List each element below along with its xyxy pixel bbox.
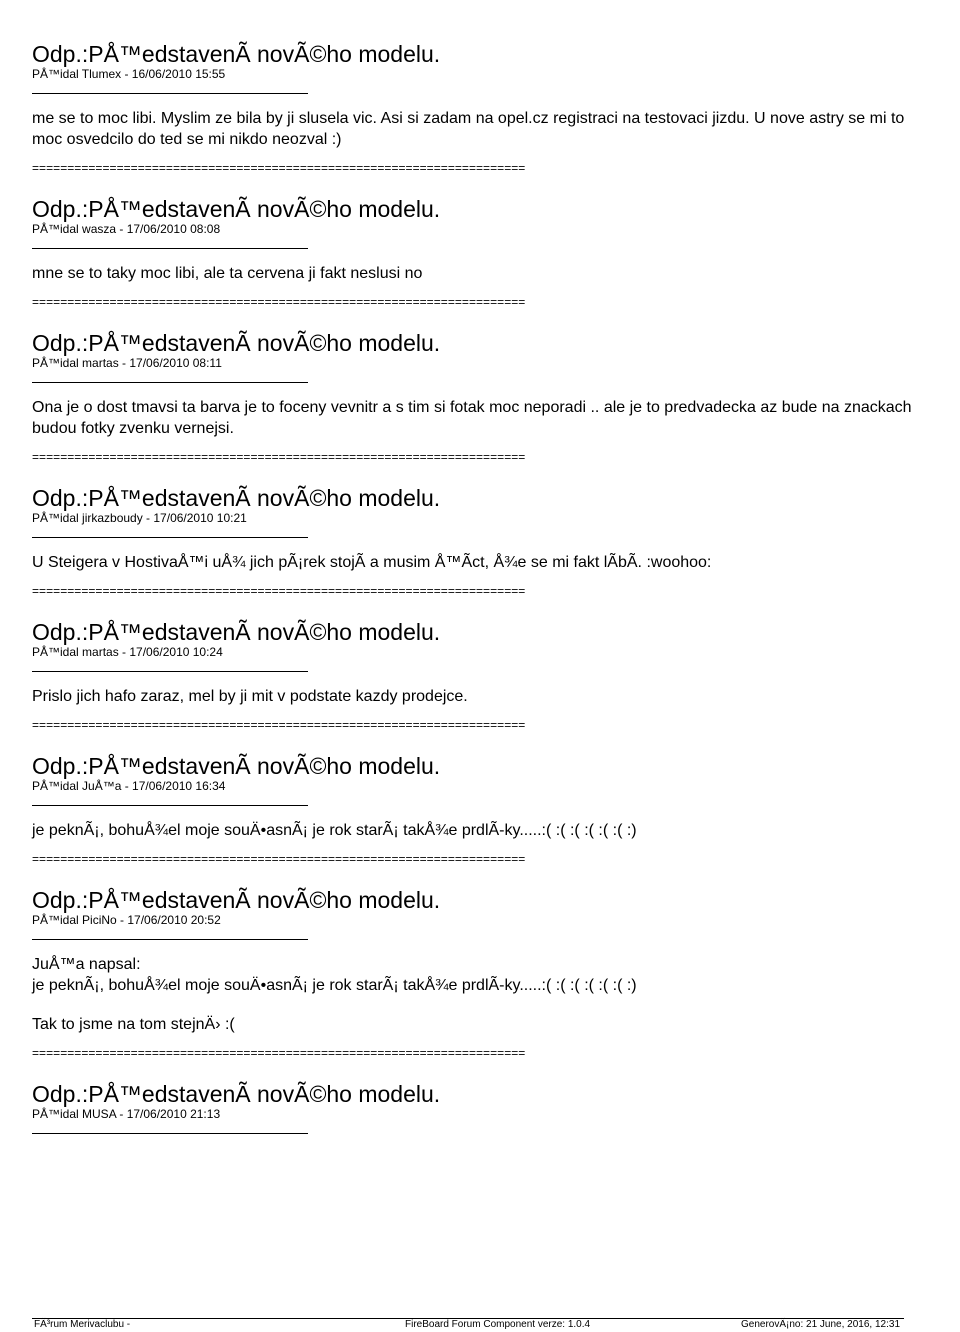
footer-component-version: FireBoard Forum Component verze: 1.0.4 xyxy=(405,1319,591,1330)
footer-site-name: FÃ³rum Merivaclubu - xyxy=(34,1319,131,1330)
post-text: Tak to jsme na tom stejnÄ› :( xyxy=(32,1016,235,1033)
divider xyxy=(32,93,308,94)
post-meta: PÅ™idal PiciNo - 17/06/2010 20:52 xyxy=(32,913,221,927)
post-text: U Steigera v HostivaÅ™i uÅ¾ jich pÃ¡rek stojÃ a musim Å™Ãct, Å¾e se mi fakt lÃbÃ. :woohoo: xyxy=(32,554,712,571)
post xyxy=(32,752,932,866)
post-meta: PÅ™idal MUSA - 17/06/2010 21:13 xyxy=(32,1107,221,1121)
post-separator: ====================================================================== xyxy=(32,1046,526,1060)
post-title: Odp.:PÅ™edstavenÃ novÃ©ho modelu. xyxy=(32,1081,441,1107)
post-title: Odp.:PÅ™edstavenÃ novÃ©ho modelu. xyxy=(32,41,441,67)
post-title: Odp.:PÅ™edstavenÃ novÃ©ho modelu. xyxy=(32,330,441,356)
post xyxy=(32,40,932,175)
post-body xyxy=(32,686,932,707)
quote-author: JuÅ™a napsal: xyxy=(32,956,141,973)
post-text: Prislo jich hafo zaraz, mel by ji mit v podstate kazdy prodejce. xyxy=(32,688,468,705)
post xyxy=(32,1080,932,1134)
page-footer xyxy=(0,1318,960,1332)
divider xyxy=(32,805,308,806)
forum-thread xyxy=(32,40,932,1134)
post xyxy=(32,484,932,598)
post-separator: ====================================================================== xyxy=(32,161,526,175)
post-title: Odp.:PÅ™edstavenÃ novÃ©ho modelu. xyxy=(32,485,441,511)
divider xyxy=(32,248,308,249)
post-title: Odp.:PÅ™edstavenÃ novÃ©ho modelu. xyxy=(32,619,441,645)
post-separator: ====================================================================== xyxy=(32,584,526,598)
divider xyxy=(32,382,308,383)
post xyxy=(32,195,932,309)
post-body xyxy=(32,552,932,573)
post-body xyxy=(32,263,932,284)
divider xyxy=(32,537,308,538)
post-title: Odp.:PÅ™edstavenÃ novÃ©ho modelu. xyxy=(32,196,441,222)
post-separator: ====================================================================== xyxy=(32,718,526,732)
post-body xyxy=(32,108,932,150)
post-separator: ====================================================================== xyxy=(32,450,526,464)
post-meta: PÅ™idal jirkazboudy - 17/06/2010 10:21 xyxy=(32,511,247,525)
post-body xyxy=(32,954,932,1035)
quoted-text: je peknÃ¡, bohuÅ¾el moje souÄ•asnÃ¡ je rok starÃ¡ takÅ¾e prdlÃ-ky.....:( :( :( :( :( :( :) xyxy=(32,977,637,994)
post-meta: PÅ™idal Tlumex - 16/06/2010 15:55 xyxy=(32,67,226,81)
footer-generated-date: GenerovÃ¡no: 21 June, 2016, 12:31 xyxy=(741,1319,901,1330)
divider xyxy=(32,1133,308,1134)
post-meta: PÅ™idal wasza - 17/06/2010 08:08 xyxy=(32,222,221,236)
post-meta: PÅ™idal martas - 17/06/2010 08:11 xyxy=(32,356,222,370)
post-text: je peknÃ¡, bohuÅ¾el moje souÄ•asnÃ¡ je rok starÃ¡ takÅ¾e prdlÃ-ky.....:( :( :( :( :( :( :) xyxy=(32,822,637,839)
post-body xyxy=(32,397,932,439)
post-body xyxy=(32,820,932,841)
post-text: Ona je o dost tmavsi ta barva je to foceny vevnitr a s tim si fotak moc neporadi .. ale je to predvadecka az bude na znackach budou fotky zvenku vernejsi. xyxy=(32,399,912,437)
post-separator: ====================================================================== xyxy=(32,852,526,866)
post xyxy=(32,618,932,732)
post-separator: ====================================================================== xyxy=(32,295,526,309)
post-title: Odp.:PÅ™edstavenÃ novÃ©ho modelu. xyxy=(32,887,441,913)
post-text: mne se to taky moc libi, ale ta cervena ji fakt neslusi no xyxy=(32,265,423,282)
post-meta: PÅ™idal JuÅ™a - 17/06/2010 16:34 xyxy=(32,779,226,793)
post-title: Odp.:PÅ™edstavenÃ novÃ©ho modelu. xyxy=(32,753,441,779)
post-meta: PÅ™idal martas - 17/06/2010 10:24 xyxy=(32,645,223,659)
post xyxy=(32,886,932,1060)
divider xyxy=(32,671,308,672)
post-text: me se to moc libi. Myslim ze bila by ji slusela vic. Asi si zadam na opel.cz registraci na testovaci jizdu. U nove astry se mi to moc osvedcilo do ted se mi nikdo neozval :) xyxy=(32,110,905,148)
divider xyxy=(32,939,308,940)
post xyxy=(32,329,932,464)
